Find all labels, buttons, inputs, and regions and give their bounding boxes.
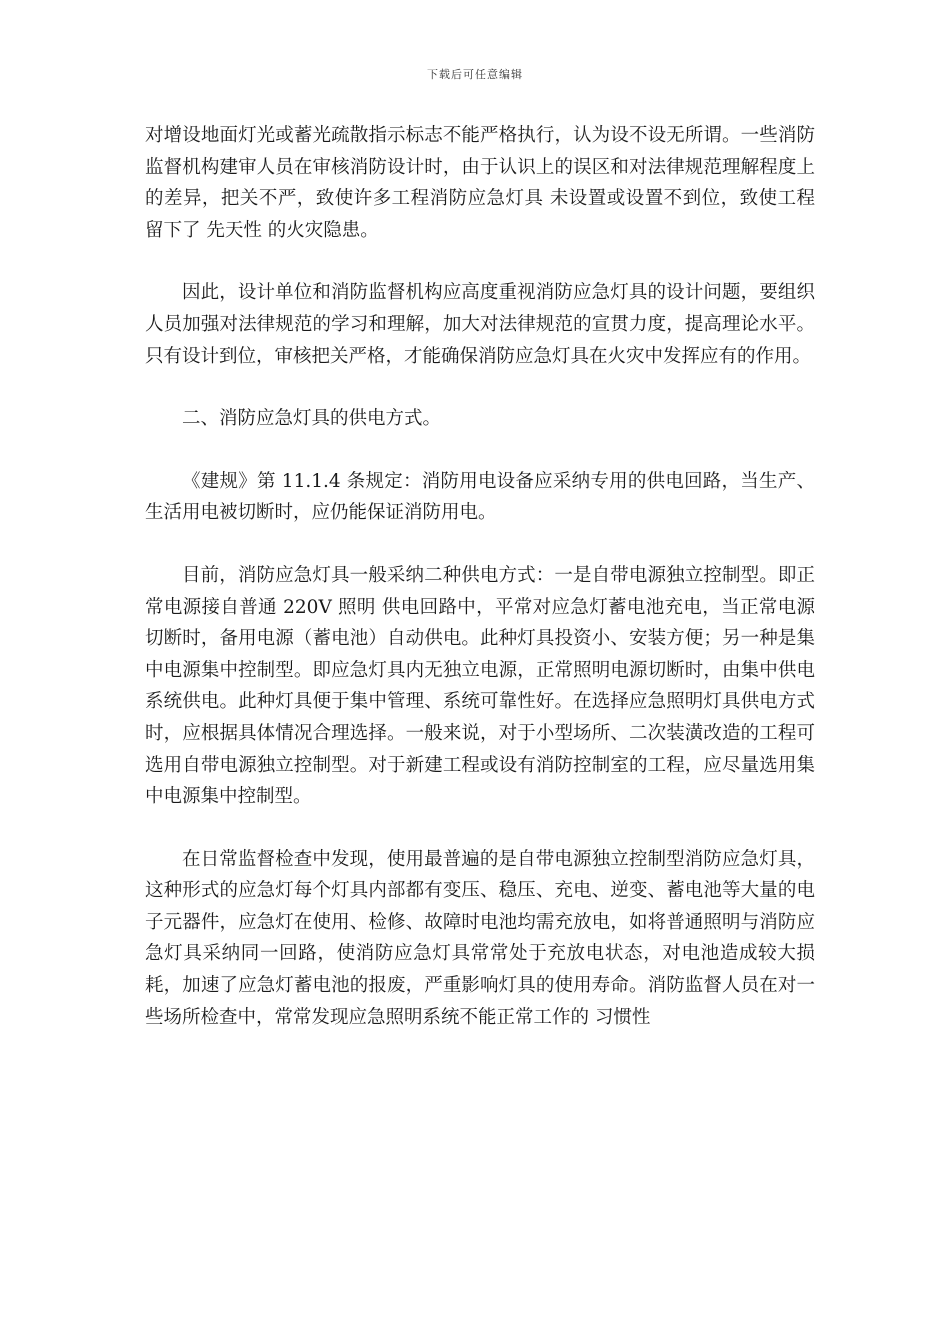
- paragraph-regulation: 《建规》第 11.1.4 条规定：消防用电设备应采纳专用的供电回路，当生产、生活用电被切断时，应仍能保证消防用电。: [145, 470, 815, 524]
- paragraph-continuation: 对增设地面灯光或蓄光疏散指示标志不能严格执行，认为设不设无所谓。一些消防监督机构建审人员在审核消防设计时，由于认识上的误区和对法律规范理解程度上的差异，把关不严，致使许多工程消防应急灯具 未设置或设置不到位，致使工程留下了 先天性 的火灾隐患。: [145, 125, 815, 241]
- section-heading-power-supply: 二、消防应急灯具的供电方式。: [182, 408, 442, 430]
- document-body: [145, 120, 815, 1064]
- paragraph-design-attention: 因此，设计单位和消防监督机构应高度重视消防应急灯具的设计问题，要组织人员加强对法律规范的学习和理解，加大对法律规范的宣贯力度，提高理论水平。只有设计到位，审核把关严格，才能确保消防应急灯具在火灾中发挥应有的作用。: [145, 282, 815, 367]
- page-header: 下载后可任意编辑: [427, 68, 523, 81]
- paragraph-supply-methods: 目前，消防应急灯具一般采纳二种供电方式：一是自带电源独立控制型。即正常电源接自普通 220V 照明 供电回路中，平常对应急灯蓄电池充电，当正常电源切断时，备用电源（蓄电池）自动供电。此种灯具投资小、安装方便；另一种是集中电源集中控制型。即应急灯具内无独立电源，正常照明电源切断时，由集中供电系统供电。此种灯具便于集中管理、系统可靠性好。在选择应急照明灯具供电方式时，应根据具体情况合理选择。一般来说，对于小型场所、二次装潢改造的工程可选用自带电源独立控制型。对于新建工程或设有消防控制室的工程，应尽量选用集中电源集中控制型。: [145, 564, 815, 808]
- paragraph-inspection-findings: 在日常监督检查中发现，使用最普遍的是自带电源独立控制型消防应急灯具，这种形式的应急灯每个灯具内部都有变压、稳压、充电、逆变、蓄电池等大量的电子元器件，应急灯在使用、检修、故障时电池均需充放电，如将普通照明与消防应急灯具采纳同一回路，使消防应急灯具常常处于充放电状态，对电池造成较大损耗，加速了应急灯蓄电池的报废，严重影响灯具的使用寿命。消防监督人员在对一些场所检查中，常常发现应急照明系统不能正常工作的 习惯性: [145, 848, 815, 1028]
